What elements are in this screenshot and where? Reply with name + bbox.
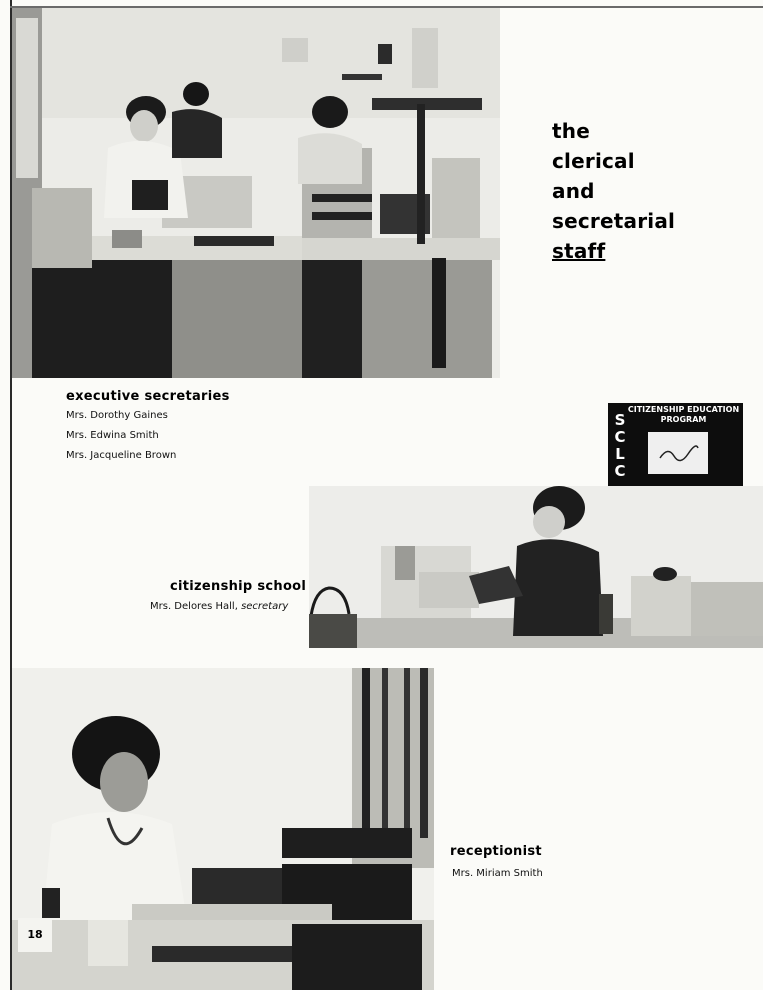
office-staff-photo <box>12 8 500 378</box>
page-number: 18 <box>18 918 52 952</box>
page-title <box>552 116 675 266</box>
receptionist-photo <box>12 668 434 990</box>
sign-card <box>648 432 708 474</box>
citizenship-school-secretary <box>150 601 288 612</box>
title-line-2: clerical <box>552 149 635 173</box>
citizenship-program-sign <box>608 403 743 487</box>
title-line-1: the <box>552 119 590 143</box>
executive-name-2: Mrs. Edwina Smith <box>66 430 159 441</box>
title-line-3: and <box>552 179 595 203</box>
citizenship-secretary-role: secretary <box>241 601 289 612</box>
citizenship-school-photo <box>309 486 763 648</box>
citizenship-school-heading: citizenship school <box>170 579 307 594</box>
title-line-4: secretarial <box>552 209 676 233</box>
sign-letters: SCLC <box>614 411 626 480</box>
executive-name-3: Mrs. Jacqueline Brown <box>66 450 177 461</box>
citizenship-secretary-name: Mrs. Delores Hall, <box>150 601 238 612</box>
receptionist-heading: receptionist <box>450 844 542 859</box>
sign-heading: CITIZENSHIP EDUCATION PROGRAM <box>627 405 740 424</box>
executive-secretaries-heading: executive secretaries <box>66 389 230 404</box>
executive-name-1: Mrs. Dorothy Gaines <box>66 410 168 421</box>
receptionist-name: Mrs. Miriam Smith <box>452 868 543 879</box>
title-line-5: staff <box>552 239 606 263</box>
